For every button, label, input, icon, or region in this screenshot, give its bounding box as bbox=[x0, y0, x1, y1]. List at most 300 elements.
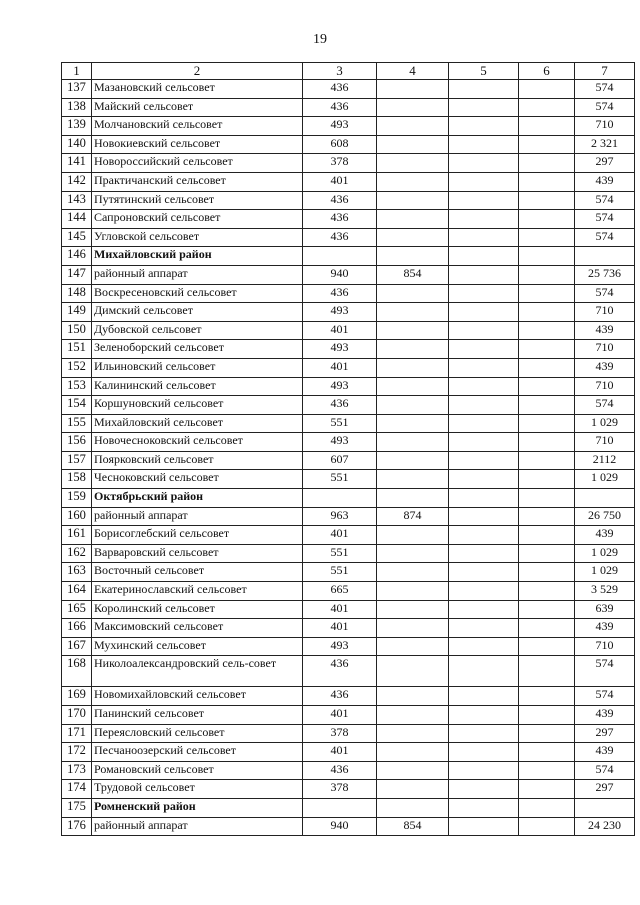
name-cell: Мухинский сельсовет bbox=[92, 637, 303, 656]
value-col6-cell bbox=[519, 743, 575, 762]
table-row bbox=[62, 172, 635, 191]
table-row bbox=[62, 817, 635, 836]
column-header: 4 bbox=[377, 63, 449, 80]
value-col3-cell: 493 bbox=[303, 433, 377, 452]
value-col7-cell: 2 321 bbox=[575, 135, 635, 154]
value-col6-cell bbox=[519, 247, 575, 266]
name-cell: районный аппарат bbox=[92, 265, 303, 284]
value-col3-cell bbox=[303, 247, 377, 266]
value-col5-cell bbox=[449, 687, 519, 706]
value-col4-cell bbox=[377, 544, 449, 563]
table-row bbox=[62, 451, 635, 470]
value-col6-cell bbox=[519, 470, 575, 489]
table-row bbox=[62, 377, 635, 396]
value-col3-cell: 401 bbox=[303, 706, 377, 725]
row-number-cell: 151 bbox=[62, 340, 92, 359]
data-table bbox=[61, 62, 635, 836]
value-col7-cell: 710 bbox=[575, 117, 635, 136]
value-col4-cell bbox=[377, 340, 449, 359]
value-col7-cell: 1 029 bbox=[575, 470, 635, 489]
value-col6-cell bbox=[519, 582, 575, 601]
value-col5-cell bbox=[449, 98, 519, 117]
value-col3-cell: 436 bbox=[303, 396, 377, 415]
name-cell: Максимовский сельсовет bbox=[92, 619, 303, 638]
value-col4-cell bbox=[377, 761, 449, 780]
value-col4-cell bbox=[377, 210, 449, 229]
row-number-cell: 152 bbox=[62, 358, 92, 377]
value-col5-cell bbox=[449, 656, 519, 687]
row-number-cell: 146 bbox=[62, 247, 92, 266]
value-col6-cell bbox=[519, 507, 575, 526]
value-col5-cell bbox=[449, 619, 519, 638]
value-col4-cell bbox=[377, 798, 449, 817]
value-col5-cell bbox=[449, 507, 519, 526]
name-cell: Борисоглебский сельсовет bbox=[92, 526, 303, 545]
table-row bbox=[62, 600, 635, 619]
value-col4-cell: 874 bbox=[377, 507, 449, 526]
value-col5-cell bbox=[449, 544, 519, 563]
value-col7-cell: 574 bbox=[575, 210, 635, 229]
name-cell: Песчаноозерский сельсовет bbox=[92, 743, 303, 762]
value-col3-cell bbox=[303, 489, 377, 508]
column-header: 5 bbox=[449, 63, 519, 80]
row-number-cell: 143 bbox=[62, 191, 92, 210]
row-number-cell: 168 bbox=[62, 656, 92, 687]
value-col5-cell bbox=[449, 817, 519, 836]
value-col5-cell bbox=[449, 358, 519, 377]
value-col6-cell bbox=[519, 80, 575, 99]
value-col4-cell bbox=[377, 656, 449, 687]
row-number-cell: 170 bbox=[62, 706, 92, 725]
value-col7-cell: 25 736 bbox=[575, 265, 635, 284]
row-number-cell: 142 bbox=[62, 172, 92, 191]
row-number-cell: 157 bbox=[62, 451, 92, 470]
table-row bbox=[62, 265, 635, 284]
value-col5-cell bbox=[449, 451, 519, 470]
value-col3-cell: 551 bbox=[303, 544, 377, 563]
value-col7-cell: 710 bbox=[575, 303, 635, 322]
table-row bbox=[62, 706, 635, 725]
name-cell: Трудовой сельсовет bbox=[92, 780, 303, 799]
column-header: 6 bbox=[519, 63, 575, 80]
value-col7-cell: 297 bbox=[575, 724, 635, 743]
value-col6-cell bbox=[519, 98, 575, 117]
value-col3-cell: 401 bbox=[303, 619, 377, 638]
value-col5-cell bbox=[449, 80, 519, 99]
value-col4-cell bbox=[377, 117, 449, 136]
row-number-cell: 153 bbox=[62, 377, 92, 396]
value-col6-cell bbox=[519, 687, 575, 706]
value-col3-cell: 378 bbox=[303, 154, 377, 173]
row-number-cell: 144 bbox=[62, 210, 92, 229]
value-col6-cell bbox=[519, 135, 575, 154]
table-row bbox=[62, 98, 635, 117]
value-col7-cell: 26 750 bbox=[575, 507, 635, 526]
value-col6-cell bbox=[519, 761, 575, 780]
row-number-cell: 175 bbox=[62, 798, 92, 817]
value-col4-cell bbox=[377, 637, 449, 656]
name-cell: Сапроновский сельсовет bbox=[92, 210, 303, 229]
name-cell: Калининский сельсовет bbox=[92, 377, 303, 396]
value-col4-cell bbox=[377, 135, 449, 154]
value-col6-cell bbox=[519, 451, 575, 470]
value-col3-cell: 493 bbox=[303, 340, 377, 359]
value-col4-cell bbox=[377, 377, 449, 396]
value-col6-cell bbox=[519, 377, 575, 396]
value-col4-cell bbox=[377, 489, 449, 508]
value-col3-cell: 551 bbox=[303, 414, 377, 433]
table-row bbox=[62, 724, 635, 743]
row-number-cell: 173 bbox=[62, 761, 92, 780]
name-cell: Новороссийский сельсовет bbox=[92, 154, 303, 173]
value-col5-cell bbox=[449, 600, 519, 619]
name-cell: Варваровский сельсовет bbox=[92, 544, 303, 563]
value-col5-cell bbox=[449, 798, 519, 817]
table-row bbox=[62, 210, 635, 229]
header-row bbox=[62, 63, 635, 80]
row-number-cell: 141 bbox=[62, 154, 92, 173]
name-cell: Новокиевский сельсовет bbox=[92, 135, 303, 154]
value-col3-cell: 401 bbox=[303, 526, 377, 545]
value-col4-cell bbox=[377, 780, 449, 799]
value-col5-cell bbox=[449, 724, 519, 743]
value-col4-cell bbox=[377, 191, 449, 210]
table-row bbox=[62, 358, 635, 377]
value-col3-cell: 493 bbox=[303, 117, 377, 136]
name-cell: Панинский сельсовет bbox=[92, 706, 303, 725]
row-number-cell: 159 bbox=[62, 489, 92, 508]
value-col5-cell bbox=[449, 265, 519, 284]
row-number-cell: 167 bbox=[62, 637, 92, 656]
name-cell: Новомихайловский сельсовет bbox=[92, 687, 303, 706]
row-number-cell: 148 bbox=[62, 284, 92, 303]
value-col3-cell: 493 bbox=[303, 303, 377, 322]
table-body bbox=[62, 80, 635, 836]
value-col7-cell: 439 bbox=[575, 358, 635, 377]
value-col4-cell bbox=[377, 619, 449, 638]
value-col7-cell: 297 bbox=[575, 780, 635, 799]
value-col7-cell: 574 bbox=[575, 761, 635, 780]
table-row bbox=[62, 470, 635, 489]
row-number-cell: 155 bbox=[62, 414, 92, 433]
value-col3-cell: 378 bbox=[303, 780, 377, 799]
value-col7-cell: 1 029 bbox=[575, 544, 635, 563]
value-col5-cell bbox=[449, 191, 519, 210]
value-col6-cell bbox=[519, 433, 575, 452]
value-col6-cell bbox=[519, 228, 575, 247]
table-row bbox=[62, 544, 635, 563]
row-number-cell: 138 bbox=[62, 98, 92, 117]
value-col4-cell bbox=[377, 600, 449, 619]
value-col7-cell: 24 230 bbox=[575, 817, 635, 836]
table-row bbox=[62, 340, 635, 359]
value-col4-cell bbox=[377, 706, 449, 725]
value-col4-cell bbox=[377, 284, 449, 303]
value-col4-cell: 854 bbox=[377, 817, 449, 836]
table-row bbox=[62, 433, 635, 452]
value-col3-cell: 436 bbox=[303, 761, 377, 780]
table-row bbox=[62, 80, 635, 99]
table-row bbox=[62, 619, 635, 638]
value-col7-cell: 639 bbox=[575, 600, 635, 619]
name-cell: Екатеринославский сельсовет bbox=[92, 582, 303, 601]
row-number-cell: 149 bbox=[62, 303, 92, 322]
value-col4-cell bbox=[377, 687, 449, 706]
value-col7-cell bbox=[575, 798, 635, 817]
value-col6-cell bbox=[519, 600, 575, 619]
name-cell: Путятинский сельсовет bbox=[92, 191, 303, 210]
row-number-cell: 163 bbox=[62, 563, 92, 582]
value-col5-cell bbox=[449, 470, 519, 489]
value-col3-cell: 608 bbox=[303, 135, 377, 154]
row-number-cell: 140 bbox=[62, 135, 92, 154]
value-col7-cell: 574 bbox=[575, 228, 635, 247]
value-col3-cell: 436 bbox=[303, 656, 377, 687]
value-col4-cell bbox=[377, 433, 449, 452]
value-col6-cell bbox=[519, 396, 575, 415]
district-name-cell: Ромненский район bbox=[92, 798, 303, 817]
value-col3-cell: 401 bbox=[303, 743, 377, 762]
value-col3-cell: 401 bbox=[303, 172, 377, 191]
value-col7-cell: 1 029 bbox=[575, 414, 635, 433]
value-col3-cell: 436 bbox=[303, 687, 377, 706]
value-col3-cell: 963 bbox=[303, 507, 377, 526]
value-col6-cell bbox=[519, 284, 575, 303]
value-col4-cell bbox=[377, 582, 449, 601]
name-cell: Михайловский сельсовет bbox=[92, 414, 303, 433]
value-col3-cell: 940 bbox=[303, 817, 377, 836]
value-col3-cell: 436 bbox=[303, 228, 377, 247]
value-col5-cell bbox=[449, 154, 519, 173]
row-number-cell: 161 bbox=[62, 526, 92, 545]
value-col4-cell: 854 bbox=[377, 265, 449, 284]
value-col5-cell bbox=[449, 526, 519, 545]
table-row bbox=[62, 780, 635, 799]
value-col4-cell bbox=[377, 563, 449, 582]
value-col3-cell bbox=[303, 798, 377, 817]
value-col4-cell bbox=[377, 303, 449, 322]
table-row bbox=[62, 396, 635, 415]
value-col7-cell: 710 bbox=[575, 340, 635, 359]
value-col7-cell: 710 bbox=[575, 637, 635, 656]
value-col4-cell bbox=[377, 451, 449, 470]
value-col7-cell: 1 029 bbox=[575, 563, 635, 582]
value-col5-cell bbox=[449, 284, 519, 303]
value-col7-cell: 574 bbox=[575, 284, 635, 303]
value-col6-cell bbox=[519, 303, 575, 322]
table-row bbox=[62, 526, 635, 545]
name-cell: Новочесноковский сельсовет bbox=[92, 433, 303, 452]
table-row bbox=[62, 761, 635, 780]
value-col6-cell bbox=[519, 656, 575, 687]
value-col3-cell: 665 bbox=[303, 582, 377, 601]
row-number-cell: 160 bbox=[62, 507, 92, 526]
value-col3-cell: 436 bbox=[303, 191, 377, 210]
row-number-cell: 154 bbox=[62, 396, 92, 415]
value-col5-cell bbox=[449, 637, 519, 656]
value-col6-cell bbox=[519, 526, 575, 545]
section-row bbox=[62, 247, 635, 266]
value-col7-cell: 574 bbox=[575, 396, 635, 415]
value-col7-cell: 574 bbox=[575, 191, 635, 210]
value-col3-cell: 401 bbox=[303, 358, 377, 377]
value-col5-cell bbox=[449, 228, 519, 247]
value-col5-cell bbox=[449, 377, 519, 396]
row-number-cell: 169 bbox=[62, 687, 92, 706]
value-col6-cell bbox=[519, 780, 575, 799]
row-number-cell: 176 bbox=[62, 817, 92, 836]
value-col4-cell bbox=[377, 228, 449, 247]
column-header: 1 bbox=[62, 63, 92, 80]
table-row bbox=[62, 582, 635, 601]
value-col5-cell bbox=[449, 563, 519, 582]
page-number: 19 bbox=[313, 32, 327, 47]
value-col4-cell bbox=[377, 154, 449, 173]
value-col7-cell: 297 bbox=[575, 154, 635, 173]
value-col5-cell bbox=[449, 396, 519, 415]
name-cell: Николоалександровский сель-совет bbox=[92, 656, 303, 687]
value-col7-cell: 574 bbox=[575, 80, 635, 99]
value-col6-cell bbox=[519, 563, 575, 582]
table-row bbox=[62, 743, 635, 762]
value-col4-cell bbox=[377, 172, 449, 191]
value-col5-cell bbox=[449, 340, 519, 359]
value-col7-cell bbox=[575, 247, 635, 266]
value-col5-cell bbox=[449, 761, 519, 780]
name-cell: Чесноковский сельсовет bbox=[92, 470, 303, 489]
value-col6-cell bbox=[519, 544, 575, 563]
table-row bbox=[62, 191, 635, 210]
value-col4-cell bbox=[377, 526, 449, 545]
value-col5-cell bbox=[449, 414, 519, 433]
value-col3-cell: 607 bbox=[303, 451, 377, 470]
value-col5-cell bbox=[449, 210, 519, 229]
name-cell: Мазановский сельсовет bbox=[92, 80, 303, 99]
value-col4-cell bbox=[377, 470, 449, 489]
value-col3-cell: 436 bbox=[303, 210, 377, 229]
row-number-cell: 174 bbox=[62, 780, 92, 799]
name-cell: Восточный сельсовет bbox=[92, 563, 303, 582]
value-col5-cell bbox=[449, 303, 519, 322]
value-col7-cell: 3 529 bbox=[575, 582, 635, 601]
value-col6-cell bbox=[519, 191, 575, 210]
row-number-cell: 162 bbox=[62, 544, 92, 563]
district-name-cell: Октябрьский район bbox=[92, 489, 303, 508]
table-row bbox=[62, 135, 635, 154]
value-col3-cell: 551 bbox=[303, 470, 377, 489]
value-col5-cell bbox=[449, 117, 519, 136]
value-col7-cell: 439 bbox=[575, 321, 635, 340]
name-cell: Дубовской сельсовет bbox=[92, 321, 303, 340]
value-col6-cell bbox=[519, 817, 575, 836]
table-row bbox=[62, 637, 635, 656]
row-number-cell: 164 bbox=[62, 582, 92, 601]
value-col3-cell: 940 bbox=[303, 265, 377, 284]
row-number-cell: 158 bbox=[62, 470, 92, 489]
value-col4-cell bbox=[377, 396, 449, 415]
table-row bbox=[62, 687, 635, 706]
value-col5-cell bbox=[449, 489, 519, 508]
row-number-cell: 172 bbox=[62, 743, 92, 762]
value-col7-cell: 574 bbox=[575, 98, 635, 117]
column-header: 3 bbox=[303, 63, 377, 80]
value-col6-cell bbox=[519, 619, 575, 638]
table-row bbox=[62, 656, 635, 687]
value-col7-cell: 2112 bbox=[575, 451, 635, 470]
value-col6-cell bbox=[519, 489, 575, 508]
value-col6-cell bbox=[519, 724, 575, 743]
value-col4-cell bbox=[377, 358, 449, 377]
name-cell: Практичанский сельсовет bbox=[92, 172, 303, 191]
district-name-cell: Михайловский район bbox=[92, 247, 303, 266]
value-col6-cell bbox=[519, 414, 575, 433]
value-col5-cell bbox=[449, 321, 519, 340]
value-col4-cell bbox=[377, 414, 449, 433]
value-col7-cell bbox=[575, 489, 635, 508]
value-col3-cell: 436 bbox=[303, 80, 377, 99]
table-row bbox=[62, 117, 635, 136]
row-number-cell: 145 bbox=[62, 228, 92, 247]
value-col5-cell bbox=[449, 743, 519, 762]
value-col6-cell bbox=[519, 798, 575, 817]
name-cell: Королинский сельсовет bbox=[92, 600, 303, 619]
name-cell: Молчановский сельсовет bbox=[92, 117, 303, 136]
row-number-cell: 171 bbox=[62, 724, 92, 743]
name-cell: Поярковский сельсовет bbox=[92, 451, 303, 470]
name-cell: Переясловский сельсовет bbox=[92, 724, 303, 743]
value-col5-cell bbox=[449, 172, 519, 191]
section-row bbox=[62, 489, 635, 508]
table-row bbox=[62, 154, 635, 173]
value-col3-cell: 493 bbox=[303, 637, 377, 656]
name-cell: Майский сельсовет bbox=[92, 98, 303, 117]
value-col7-cell: 439 bbox=[575, 526, 635, 545]
row-number-cell: 156 bbox=[62, 433, 92, 452]
value-col5-cell bbox=[449, 582, 519, 601]
row-number-cell: 165 bbox=[62, 600, 92, 619]
value-col6-cell bbox=[519, 210, 575, 229]
value-col7-cell: 439 bbox=[575, 743, 635, 762]
value-col4-cell bbox=[377, 321, 449, 340]
value-col3-cell: 401 bbox=[303, 600, 377, 619]
table-row bbox=[62, 563, 635, 582]
name-cell: районный аппарат bbox=[92, 817, 303, 836]
table-row bbox=[62, 507, 635, 526]
name-cell: районный аппарат bbox=[92, 507, 303, 526]
value-col3-cell: 436 bbox=[303, 284, 377, 303]
value-col5-cell bbox=[449, 135, 519, 154]
value-col4-cell bbox=[377, 247, 449, 266]
name-cell: Ильиновский сельсовет bbox=[92, 358, 303, 377]
value-col7-cell: 574 bbox=[575, 687, 635, 706]
value-col6-cell bbox=[519, 637, 575, 656]
section-row bbox=[62, 798, 635, 817]
table-row bbox=[62, 414, 635, 433]
name-cell: Димский сельсовет bbox=[92, 303, 303, 322]
value-col6-cell bbox=[519, 358, 575, 377]
value-col7-cell: 439 bbox=[575, 619, 635, 638]
value-col7-cell: 439 bbox=[575, 172, 635, 191]
value-col3-cell: 493 bbox=[303, 377, 377, 396]
column-header: 2 bbox=[92, 63, 303, 80]
value-col6-cell bbox=[519, 117, 575, 136]
value-col5-cell bbox=[449, 780, 519, 799]
value-col4-cell bbox=[377, 80, 449, 99]
table-row bbox=[62, 303, 635, 322]
value-col7-cell: 439 bbox=[575, 706, 635, 725]
name-cell: Коршуновский сельсовет bbox=[92, 396, 303, 415]
value-col7-cell: 710 bbox=[575, 433, 635, 452]
